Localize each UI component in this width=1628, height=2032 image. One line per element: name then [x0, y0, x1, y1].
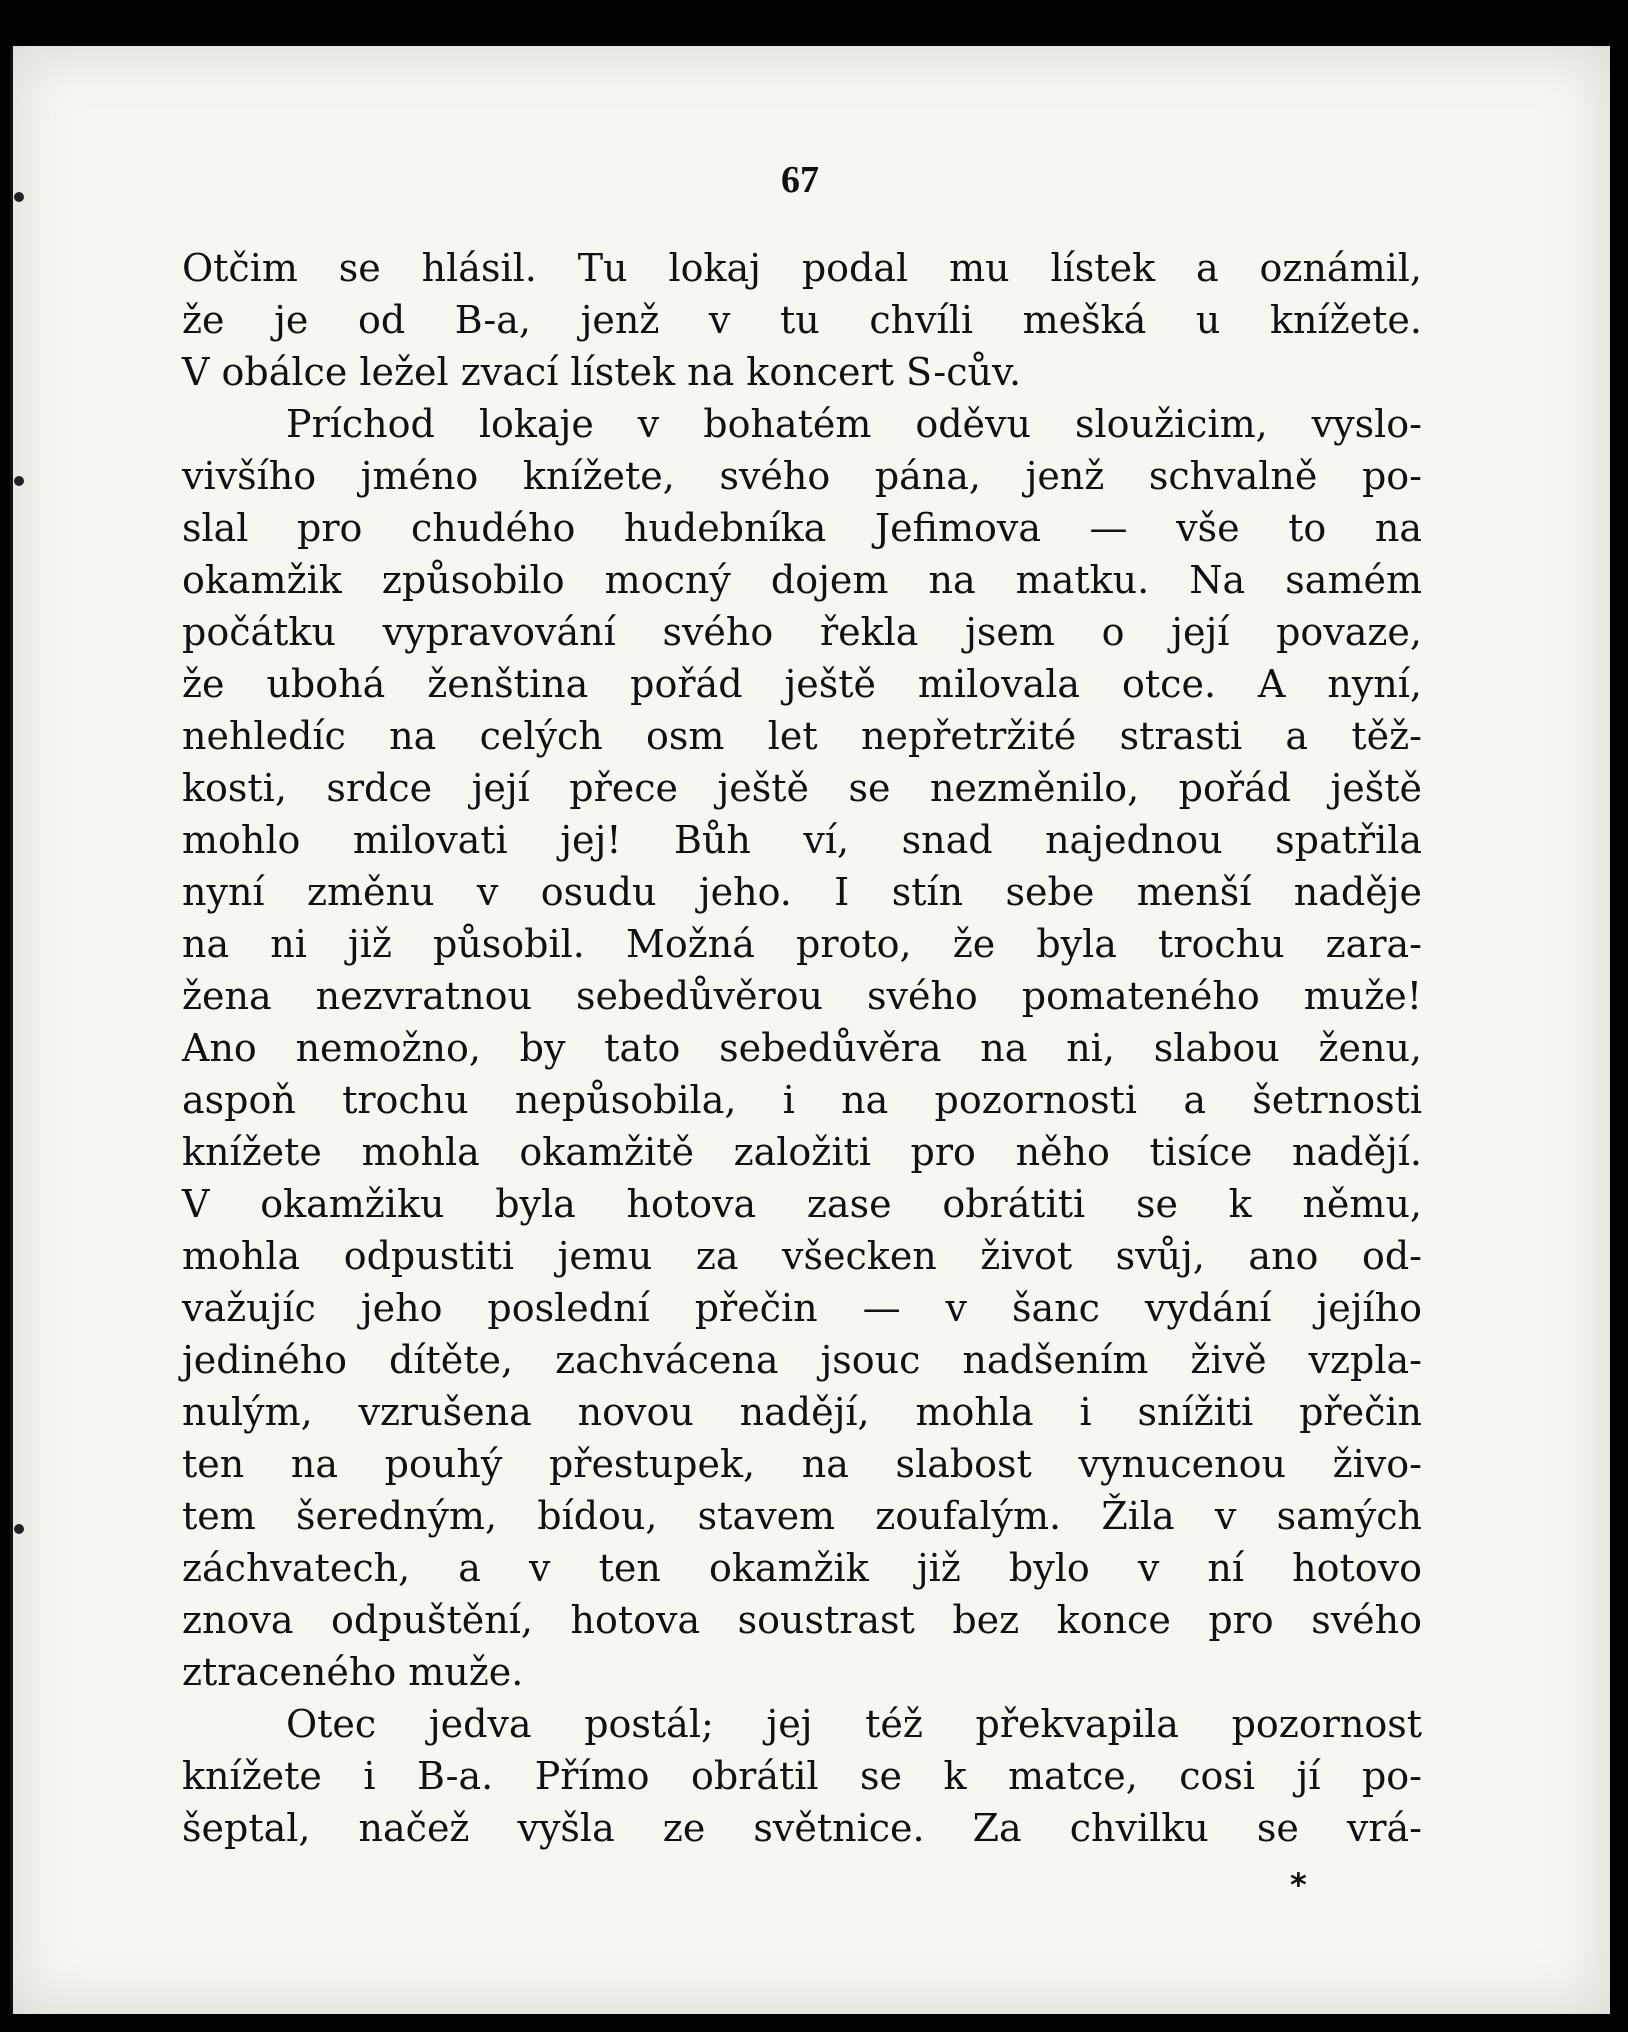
text-line: kosti, srdce její přece ještě se nezměnilo, pořád ještě [182, 766, 1422, 810]
page-number: 67 [781, 159, 819, 201]
text-line: knížete i B-a. Přímo obrátil se k matce, cosi jí po- [182, 1754, 1422, 1798]
footer-mark: * [1290, 1866, 1307, 1904]
text-line: záchvatech, a v ten okamžik již bylo v ní hotovo [182, 1546, 1422, 1590]
text-line: važujíc jeho poslední přečin — v šanc vydání jejího [182, 1286, 1422, 1330]
text-line: nehledíc na celých osm let nepřetržité strasti a těž- [182, 714, 1422, 758]
text-line: okamžik způsobilo mocný dojem na matku. Na samém [182, 558, 1422, 602]
book-page [10, 46, 1610, 2014]
text-line: nyní změnu v osudu jeho. I stín sebe menší naděje [182, 870, 1422, 914]
text-line: na ni již působil. Možná proto, že byla trochu zara- [182, 922, 1422, 966]
text-line: ten na pouhý přestupek, na slabost vynucenou živo- [182, 1442, 1422, 1486]
text-line: ztraceného muže. [182, 1650, 524, 1694]
text-line: knížete mohla okamžitě založiti pro něho tisíce nadějí. [182, 1130, 1422, 1174]
text-line: vivšího jméno knížete, svého pána, jenž schvalně po- [182, 454, 1422, 498]
text-line: Príchod lokaje v bohatém oděvu sloužicim, vyslo- [286, 402, 1422, 446]
text-line: slal pro chudého hudebníka Jefimova — vše to na [182, 506, 1422, 550]
text-line: V obálce ležel zvací lístek na koncert S-cův. [182, 350, 1022, 394]
text-line: Otec jedva postál; jej též překvapila pozornost [286, 1702, 1422, 1746]
binding-dot [14, 476, 24, 486]
text-line: mohlo milovati jej! Bůh ví, snad najednou spatřila [182, 818, 1422, 862]
binding-dot [14, 1524, 24, 1534]
page-edge-line [10, 46, 13, 2014]
text-line: že je od B-a, jenž v tu chvíli mešká u knížete. [182, 298, 1422, 342]
text-line: Ano nemožno, by tato sebedůvěra na ni, slabou ženu, [182, 1026, 1422, 1070]
text-line: mohla odpustiti jemu za všecken život svůj, ano od- [182, 1234, 1422, 1278]
text-line: tem šeredným, bídou, stavem zoufalým. Žila v samých [182, 1494, 1422, 1538]
text-line: aspoň trochu nepůsobila, i na pozornosti a šetrnosti [182, 1078, 1422, 1122]
text-line: jediného dítěte, zachvácena jsouc nadšením živě vzpla- [182, 1338, 1422, 1382]
text-line: šeptal, načež vyšla ze světnice. Za chvilku se vrá- [182, 1806, 1422, 1850]
text-line: nulým, vzrušena novou nadějí, mohla i snížiti přečin [182, 1390, 1422, 1434]
text-line: znova odpuštění, hotova soustrast bez konce pro svého [182, 1598, 1422, 1642]
text-line: že ubohá ženština pořád ještě milovala otce. A nyní, [182, 662, 1422, 706]
text-line: počátku vypravování svého řekla jsem o její povaze, [182, 610, 1422, 654]
text-line: žena nezvratnou sebedůvěrou svého pomateného muže! [182, 974, 1422, 1018]
text-line: Otčim se hlásil. Tu lokaj podal mu lístek a oznámil, [182, 246, 1422, 290]
body-text [182, 242, 1422, 1854]
binding-dot [14, 192, 24, 202]
text-line: V okamžiku byla hotova zase obrátiti se k němu, [182, 1182, 1422, 1226]
